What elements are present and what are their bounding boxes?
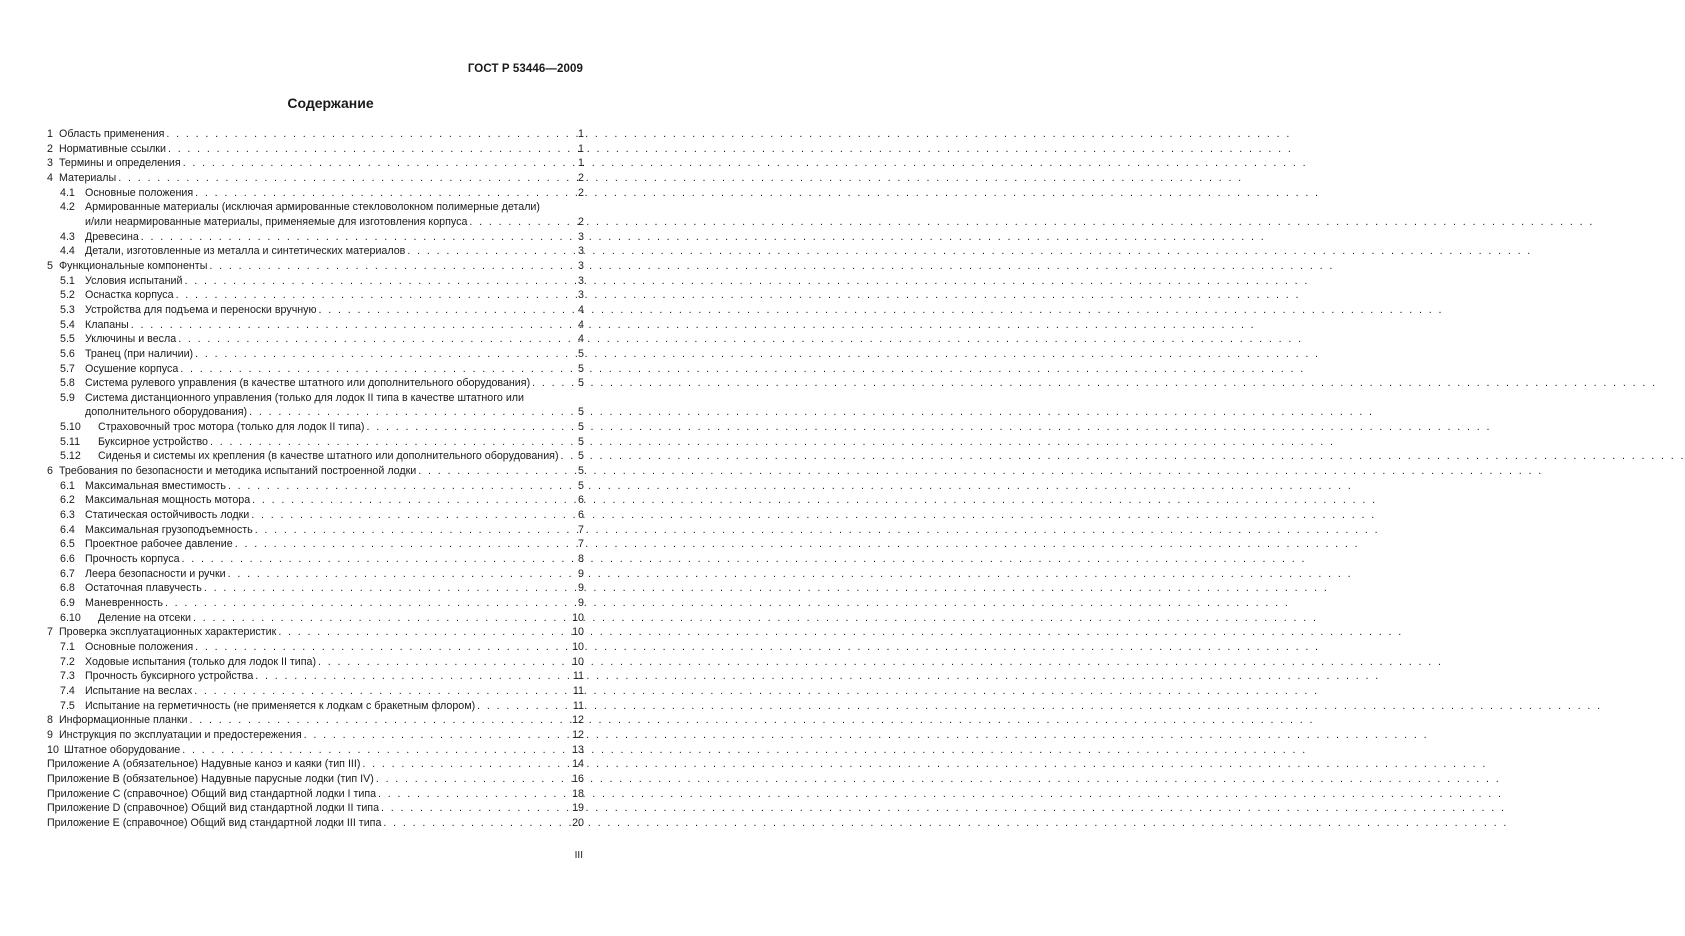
toc-entry[interactable] — [47, 464, 584, 479]
toc-dot-leader — [168, 142, 576, 157]
toc-entry-text: Леера безопасности и ручки — [85, 567, 226, 580]
toc-entry-number: 5.10 — [60, 421, 81, 434]
toc-entry[interactable] — [47, 332, 584, 347]
toc-entry[interactable] — [47, 274, 584, 289]
toc-entry-number: 5.12 — [60, 450, 81, 463]
document-page — [0, 0, 661, 936]
toc-dot-leader — [204, 581, 576, 596]
toc-entry[interactable] — [47, 713, 584, 728]
toc-entry-page: 2 — [578, 186, 584, 199]
toc-entry-page: 2 — [578, 215, 584, 228]
toc-entry-page: 4 — [578, 303, 584, 316]
toc-entry-page: 3 — [578, 259, 584, 272]
toc-entry-page: 9 — [578, 597, 584, 609]
toc-dot-leader — [210, 435, 576, 450]
toc-entry-page: 11 — [572, 684, 584, 697]
toc-entry[interactable] — [47, 362, 584, 377]
toc-entry-text: Приложение В (обязательное) Надувные парусные лодки (тип IV) — [47, 772, 374, 785]
toc-entry-number: 2 — [47, 142, 53, 155]
toc-entry-page: 1 — [578, 128, 584, 140]
toc-entry-page: 8 — [578, 553, 584, 566]
toc-entry-text: Испытание на герметичность (не применяется к лодкам с бракетным флором) — [85, 699, 476, 712]
toc-dot-leader — [381, 801, 570, 816]
toc-entry-number: 6.6 — [60, 553, 75, 566]
toc-entry-number: 5.7 — [60, 362, 75, 375]
toc-entry-text: Маневренность — [85, 597, 163, 609]
toc-entry-text: Проверка эксплуатационных характеристик — [59, 626, 277, 639]
toc-entry[interactable] — [47, 581, 584, 596]
toc-entry-number: 5.3 — [60, 303, 75, 316]
toc-entry[interactable] — [47, 420, 584, 435]
toc-entry-text: Устройства для подъема и переноски вручную — [85, 303, 317, 316]
toc-entry-text: Оснастка корпуса — [85, 289, 174, 302]
toc-entry-page: 16 — [572, 772, 584, 785]
toc-entry-number: 5 — [47, 259, 53, 272]
toc-dot-leader — [178, 332, 576, 347]
toc-dot-leader — [532, 376, 576, 391]
toc-entry-number: 4 — [47, 171, 53, 184]
toc-dot-leader — [469, 215, 576, 230]
toc-entry-text: Нормативные ссылки — [59, 142, 166, 155]
toc-dot-leader — [165, 596, 576, 611]
toc-entry-text: Максимальная мощность мотора — [85, 494, 251, 507]
toc-dot-leader — [166, 127, 576, 142]
toc-dot-leader — [228, 479, 576, 494]
toc-entry-text: Основные положения — [85, 640, 194, 653]
toc-entry-page: 6 — [578, 494, 584, 507]
toc-entry-text: Клапаны — [85, 318, 129, 331]
toc-entry[interactable] — [47, 186, 584, 201]
toc-entry-number: 4.3 — [60, 230, 75, 243]
toc-dot-leader — [378, 787, 570, 802]
toc-entry-page: 9 — [578, 582, 584, 595]
toc-entry-text: Максимальная грузоподъемность — [85, 523, 253, 536]
toc-entry-page: 10 — [572, 655, 584, 668]
toc-entry[interactable] — [47, 552, 584, 567]
toc-dot-leader — [376, 772, 570, 787]
toc-entry-page: 3 — [578, 289, 584, 302]
toc-entry-text: Испытание на веслах — [85, 684, 193, 697]
toc-entry-number: 5.11 — [60, 435, 81, 448]
toc-entry-text: Информационные планки — [59, 714, 188, 727]
toc-entry-text: Прочность буксирного устройства — [85, 670, 254, 683]
toc-dot-leader — [184, 274, 576, 289]
toc-entry[interactable] — [47, 391, 584, 420]
toc-entry-number: 6.8 — [60, 582, 75, 595]
toc-entry-text: Армированные материалы (исключая армированные стекловолокном полимерные детали) — [85, 201, 540, 214]
toc-entry-page: 5 — [578, 362, 584, 375]
toc-dot-leader — [183, 156, 576, 171]
toc-entry[interactable] — [47, 640, 584, 655]
toc-entry-number: 6.4 — [60, 523, 75, 536]
toc-entry-text: Сиденья и системы их крепления (в качестве штатного или дополнительного оборудования) — [98, 450, 559, 463]
toc-entry[interactable] — [47, 347, 584, 362]
toc-entry-number: 5.4 — [60, 318, 75, 331]
toc-entry[interactable] — [47, 611, 584, 626]
toc-dot-leader — [255, 523, 576, 538]
toc-entry-page: 5 — [578, 347, 584, 360]
toc-entry[interactable] — [47, 523, 584, 538]
toc-entry[interactable] — [47, 508, 584, 523]
toc-entry-number: 7.4 — [60, 684, 75, 697]
toc-entry-page: 5 — [578, 479, 584, 492]
toc-entry-page: 11 — [572, 699, 584, 712]
toc-entry-number: 6.9 — [60, 597, 75, 609]
toc-entry-text: Термины и определения — [59, 157, 181, 170]
toc-entry-page: 1 — [578, 142, 584, 155]
toc-entry-number: 5.8 — [60, 377, 75, 390]
toc-entry[interactable] — [47, 493, 584, 508]
toc-dot-leader — [407, 244, 576, 259]
toc-dot-leader — [255, 669, 571, 684]
toc-entry-text: Остаточная плавучесть — [85, 582, 202, 595]
toc-dot-leader — [118, 171, 576, 186]
toc-entry-text: Требования по безопасности и методика испытаний построенной лодки — [59, 465, 417, 478]
toc-appendix-entry[interactable] — [47, 757, 584, 772]
toc-entry[interactable] — [47, 200, 584, 229]
toc-dot-leader — [195, 640, 570, 655]
page-number: III — [574, 850, 583, 861]
toc-entry[interactable] — [47, 479, 584, 494]
toc-entry-number: 6.2 — [60, 494, 75, 507]
toc-entry[interactable] — [47, 156, 584, 171]
toc-title: Содержание — [287, 95, 374, 111]
toc-entry-page: 9 — [578, 567, 584, 580]
toc-entry-text: Штатное оборудование — [64, 743, 181, 756]
toc-entry-page: 18 — [572, 787, 584, 800]
toc-entry-page: 5 — [578, 421, 584, 434]
toc-entry-page: 3 — [578, 230, 584, 243]
toc-entry-text: Приложение Е (справочное) Общий вид стандартной лодки III типа — [47, 816, 382, 829]
toc-entry-page: 10 — [572, 626, 584, 639]
toc-entry-page: 14 — [572, 758, 584, 771]
toc-entry[interactable] — [47, 259, 584, 274]
toc-dot-leader — [176, 288, 576, 303]
toc-dot-leader — [362, 757, 570, 772]
toc-entry-text-continued: дополнительного оборудования) — [85, 406, 248, 419]
toc-entry-number: 5.9 — [60, 391, 75, 404]
toc-entry-text: Область применения — [59, 128, 165, 140]
toc-entry[interactable] — [47, 684, 584, 699]
toc-entry[interactable] — [47, 171, 584, 186]
toc-dot-leader — [182, 743, 570, 758]
toc-entry-text: Максимальная вместимость — [85, 479, 226, 492]
toc-dot-leader — [383, 816, 570, 831]
toc-entry-page: 1 — [578, 157, 584, 170]
toc-appendix-entry[interactable] — [47, 787, 584, 802]
toc-entry[interactable] — [47, 288, 584, 303]
toc-dot-leader — [477, 699, 571, 714]
toc-entry-number: 4.4 — [60, 245, 75, 258]
toc-entry-text: Уключины и весла — [85, 333, 177, 346]
toc-entry-text: Основные положения — [85, 186, 194, 199]
toc-entry-page: 19 — [572, 802, 584, 815]
toc-entry-number: 8 — [47, 714, 53, 727]
toc-dot-leader — [249, 405, 576, 420]
toc-entry[interactable] — [47, 435, 584, 450]
toc-entry[interactable] — [47, 655, 584, 670]
toc-appendix-entry[interactable] — [47, 801, 584, 816]
toc-entry[interactable] — [47, 142, 584, 157]
toc-entry[interactable] — [47, 596, 584, 611]
toc-entry-page: 3 — [578, 274, 584, 287]
standard-number: ГОСТ Р 53446—2009 — [467, 63, 583, 75]
toc-entry[interactable] — [47, 449, 584, 464]
toc-entry-number: 5.5 — [60, 333, 75, 346]
toc-dot-leader — [252, 493, 576, 508]
toc-entry-number: 3 — [47, 157, 53, 170]
toc-entry-page: 5 — [578, 435, 584, 448]
toc-entry[interactable] — [47, 318, 584, 333]
toc-entry-text: Приложение С (справочное) Общий вид стандартной лодки I типа — [47, 787, 377, 800]
toc-entry-page: 6 — [578, 509, 584, 522]
toc-entry[interactable] — [47, 728, 584, 743]
toc-entry-page: 4 — [578, 333, 584, 346]
toc-entry-text: Проектное рабочее давление — [85, 538, 233, 551]
toc-dot-leader — [193, 611, 570, 626]
toc-entry[interactable] — [47, 625, 584, 640]
toc-entry[interactable] — [47, 669, 584, 684]
toc-entry-page: 4 — [578, 318, 584, 331]
toc-dot-leader — [561, 449, 577, 464]
toc-entry[interactable] — [47, 244, 584, 259]
toc-entry-number: 6.1 — [60, 479, 75, 492]
toc-entry-page: 12 — [572, 714, 584, 727]
toc-entry-number: 5.6 — [60, 347, 75, 360]
toc-entry[interactable] — [47, 743, 584, 758]
toc-entry-page: 5 — [578, 377, 584, 390]
toc-entry-number: 9 — [47, 728, 53, 741]
toc-entry-number: 6.3 — [60, 509, 75, 522]
toc-dot-leader — [304, 728, 570, 743]
toc-entry-text: Система рулевого управления (в качестве штатного или дополнительного оборудования) — [85, 377, 531, 390]
toc-dot-leader — [318, 655, 570, 670]
toc-entry-page: 11 — [572, 670, 584, 683]
toc-entry-text: Инструкция по эксплуатации и предостережения — [59, 728, 302, 741]
toc-entry-text: Приложение А (обязательное) Надувные каноэ и каяки (тип III) — [47, 758, 361, 771]
toc-entry-page: 10 — [572, 611, 584, 624]
toc-entry-page: 5 — [578, 465, 584, 478]
toc-entry-page: 20 — [572, 816, 584, 829]
toc-entry-number: 4.1 — [60, 186, 75, 199]
toc-entry-number: 7.3 — [60, 670, 75, 683]
toc-dot-leader — [251, 508, 576, 523]
toc-entry[interactable] — [47, 537, 584, 552]
toc-dot-leader — [195, 347, 576, 362]
toc-entry-number: 1 — [47, 128, 53, 140]
toc-dot-leader — [180, 362, 576, 377]
toc-entry-text: Функциональные компоненты — [59, 259, 208, 272]
toc-entry[interactable] — [47, 230, 584, 245]
toc-entry-page: 12 — [572, 728, 584, 741]
toc-entry-text: Прочность корпуса — [85, 553, 180, 566]
toc-dot-leader — [278, 625, 570, 640]
toc-entry-text: Осушение корпуса — [85, 362, 179, 375]
toc-entry-text: Система дистанционного управления (только для лодок II типа в качестве штатного или — [85, 391, 524, 404]
toc-entry-text: Материалы — [59, 171, 117, 184]
toc-entry-text: Деление на отсеки — [98, 611, 192, 624]
toc-entry-number: 6.7 — [60, 567, 75, 580]
toc-entry-number: 6.10 — [60, 611, 81, 624]
toc-appendix-entry[interactable] — [47, 816, 584, 831]
toc-dot-leader — [367, 420, 577, 435]
toc-entry-page: 7 — [578, 538, 584, 551]
toc-entry-number: 10 — [47, 743, 59, 756]
toc-entry[interactable] — [47, 376, 584, 391]
toc-entry-number: 5.1 — [60, 274, 75, 287]
toc-entry-text: Страховочный трос мотора (только для лодок II типа) — [98, 421, 365, 434]
toc-dot-leader — [319, 303, 577, 318]
toc-entry-text-continued: и/или неармированные материалы, применяемые для изготовления корпуса — [85, 215, 468, 228]
toc-dot-leader — [418, 464, 576, 479]
toc-dot-leader — [228, 567, 576, 582]
toc-entry-text: Детали, изготовленные из металла и синтетических материалов — [85, 245, 406, 258]
toc-list — [47, 127, 584, 831]
toc-dot-leader — [182, 552, 577, 567]
toc-dot-leader — [131, 318, 576, 333]
toc-entry-page: 3 — [578, 245, 584, 258]
toc-entry-page: 7 — [578, 523, 584, 536]
toc-entry[interactable] — [47, 699, 584, 714]
toc-entry-number: 4.2 — [60, 201, 75, 214]
toc-dot-leader — [235, 537, 576, 552]
toc-entry-number: 7.2 — [60, 655, 75, 668]
toc-dot-leader — [190, 713, 571, 728]
toc-entry-text: Древесина — [85, 230, 139, 243]
toc-entry-number: 6 — [47, 465, 53, 478]
toc-entry-text: Буксирное устройство — [98, 435, 208, 448]
toc-entry-page: 2 — [578, 171, 584, 184]
toc-entry-text: Приложение D (справочное) Общий вид стандартной лодки II типа — [47, 802, 380, 815]
toc-entry-text: Статическая остойчивость лодки — [85, 509, 250, 522]
toc-entry-text: Транец (при наличии) — [85, 347, 194, 360]
toc-entry-text: Условия испытаний — [85, 274, 183, 287]
toc-entry-number: 6.5 — [60, 538, 75, 551]
toc-entry-number: 7 — [47, 626, 53, 639]
toc-dot-leader — [194, 684, 571, 699]
toc-entry-page: 10 — [572, 640, 584, 653]
toc-entry-number: 7.5 — [60, 699, 75, 712]
toc-entry[interactable] — [47, 127, 584, 142]
toc-dot-leader — [141, 230, 576, 245]
toc-entry-number: 7.1 — [60, 640, 75, 653]
toc-entry-page: 13 — [572, 743, 584, 756]
toc-dot-leader — [195, 186, 576, 201]
toc-entry[interactable] — [47, 567, 584, 582]
toc-entry-text: Ходовые испытания (только для лодок II типа) — [85, 655, 317, 668]
toc-entry[interactable] — [47, 303, 584, 318]
toc-entry-page: 5 — [578, 406, 584, 419]
toc-dot-leader — [209, 259, 576, 274]
toc-entry-number: 5.2 — [60, 289, 75, 302]
toc-entry-page: 5 — [578, 450, 584, 463]
toc-appendix-entry[interactable] — [47, 772, 584, 787]
